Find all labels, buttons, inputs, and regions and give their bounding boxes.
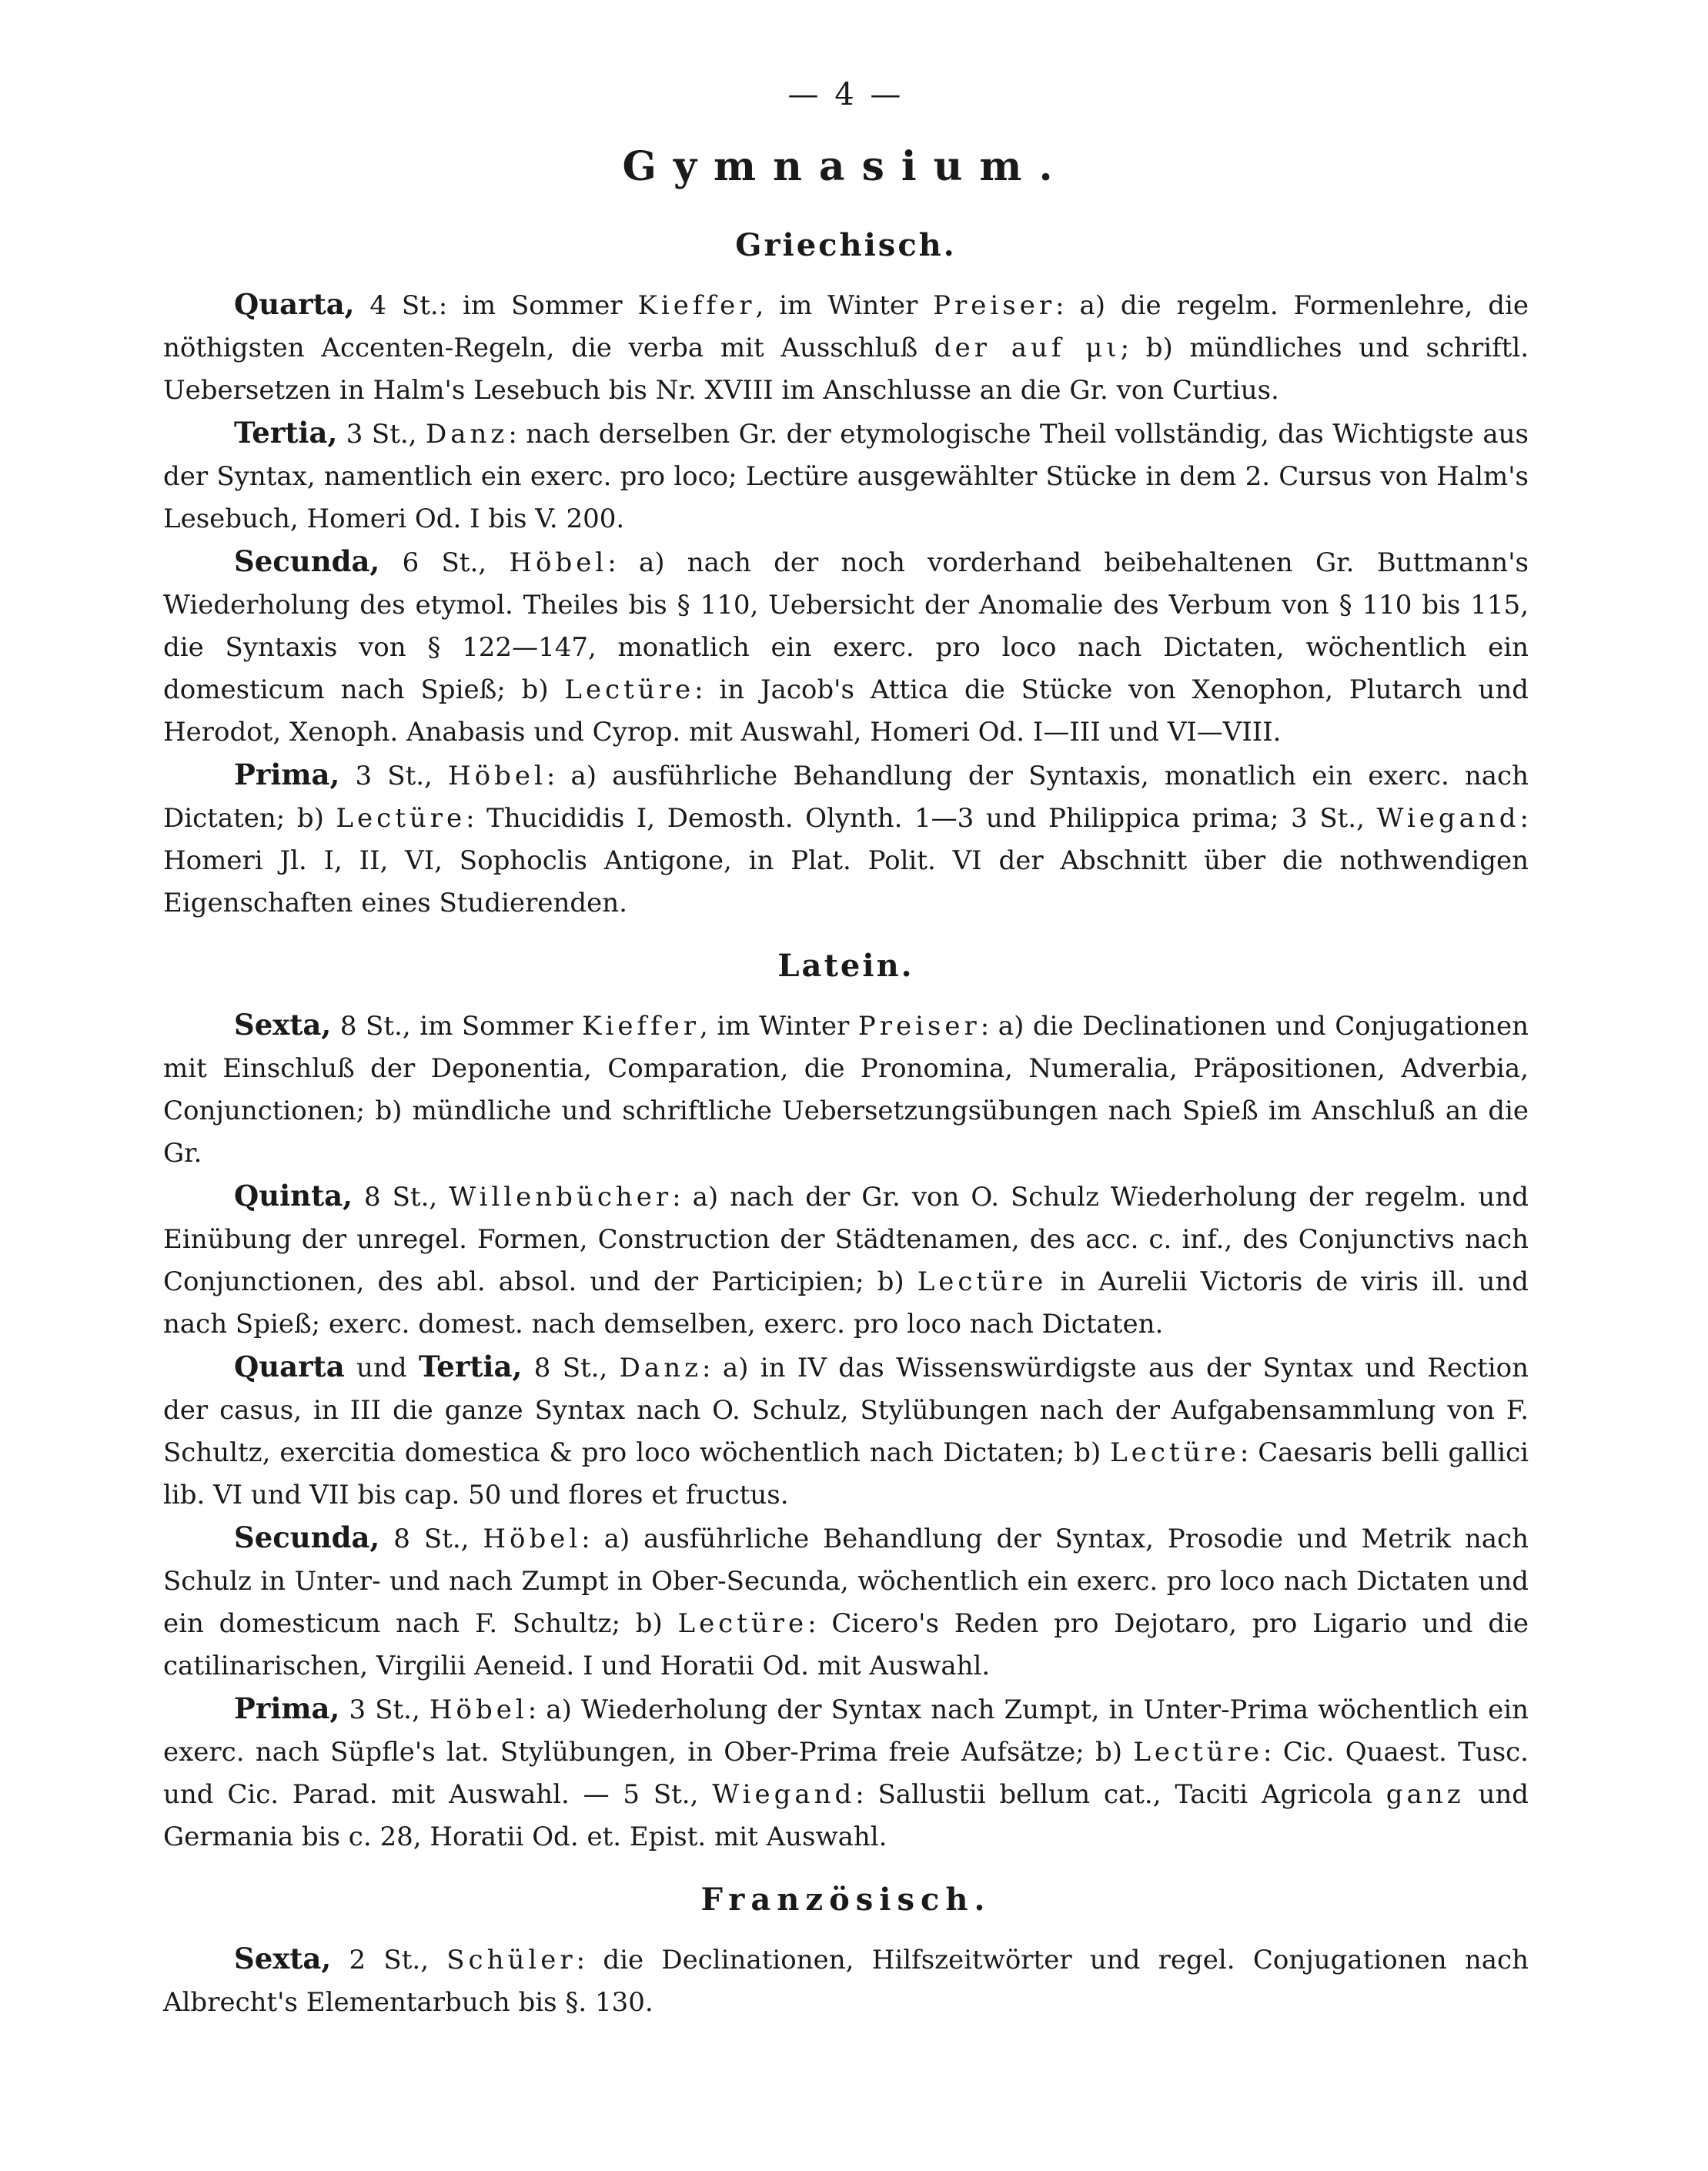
class-entry bbox=[163, 1938, 1529, 2024]
entry-text: : die Declinationen, Hilfszeitwörter und regel. Conjugationen nach Albrecht's Elementarbuch bis §. 130. bbox=[163, 1945, 1529, 2018]
class-entry bbox=[163, 1517, 1529, 1688]
emphasized-text: Lectüre bbox=[1110, 1437, 1240, 1468]
emphasized-text: Preiser bbox=[857, 1011, 981, 1042]
entry-text: : Cicero's Reden pro Dejotaro, pro Ligario und die catilinarischen, Virgilii Aeneid. I und Horatii Od. mit Auswahl. bbox=[163, 1608, 1529, 1681]
class-entry bbox=[163, 754, 1529, 925]
entry-text: : Caesaris belli gallici lib. VI und VII bis cap. 50 und flores et fructus. bbox=[163, 1437, 1529, 1510]
entry-text: : a) Wiederholung der Syntax nach Zumpt, in Unter-Prima wöchentlich ein exerc. nach Süpfle's lat. Stylübungen, in Ober-Prima freie Aufsätze; b) bbox=[163, 1694, 1529, 1768]
entry-text: : a) ausführliche Behandlung der Syntax, Prosodie und Metrik nach Schulz in Unter- und nach Zumpt in Ober-Secunda, wöchentlich ein exerc. pro loco nach Dictaten und ein domesticum nach F. Schultz; b) bbox=[163, 1524, 1529, 1639]
emphasized-text: Lectüre bbox=[677, 1608, 808, 1639]
entry-text: : a) die Declinationen und Conjugationen mit Einschluß der Deponentia, Comparation, die Pronomina, Numeralia, Präpositionen, Adverbia, Conjunctionen; b) mündliche und schriftliche Uebersetzungsübungen nach Spieß im Anschluß an die Gr. bbox=[163, 1011, 1529, 1169]
entry-text: , im Winter bbox=[700, 1011, 858, 1042]
class-name: Prima, bbox=[234, 1691, 340, 1725]
entry-text: 8 St., bbox=[353, 1182, 450, 1213]
document-page bbox=[163, 77, 1529, 2024]
entry-text: : Cic. Quaest. Tusc. und Cic. Parad. mit Auswahl. — 5 St., bbox=[163, 1737, 1529, 1810]
emphasized-text: der auf μι bbox=[934, 333, 1121, 363]
entry-text: 8 St., bbox=[379, 1524, 483, 1554]
class-name: Quarta bbox=[234, 1350, 345, 1383]
class-entry bbox=[163, 1346, 1529, 1517]
entry-text: und Germania bis c. 28, Horatii Od. et. Epist. mit Auswahl. bbox=[163, 1779, 1529, 1852]
entry-text: : a) in IV das Wissenswürdigste aus der Syntax und Rection der casus, in III die ganze Syntax nach O. Schulz, Stylübungen nach der Aufgabensammlung von F. Schultz, exercitia domestica & pro loco wöchentlich nach Dictaten; b) bbox=[163, 1353, 1529, 1468]
entry-text: 8 St., im Sommer bbox=[331, 1011, 583, 1042]
class-name: Quinta, bbox=[234, 1179, 353, 1213]
entry-text: : nach derselben Gr. der etymologische Theil vollständig, das Wichtigste aus der Syntax, namentlich ein exerc. pro loco; Lectüre ausgewählter Stücke in dem 2. Cursus von Halm's Lesebuch, Homeri Od. I bis V. 200. bbox=[163, 419, 1529, 534]
emphasized-text: Lectüre bbox=[917, 1266, 1048, 1297]
entry-text: : a) ausführliche Behandlung der Syntaxis, monatlich ein exerc. nach Dictaten; b) bbox=[163, 761, 1529, 834]
entry-text: : a) die regelm. Formenlehre, die nöthigsten Accenten-Regeln, die verba mit Ausschluß bbox=[163, 290, 1529, 363]
section-heading: Französisch. bbox=[700, 1882, 991, 1918]
emphasized-text: Schüler bbox=[446, 1945, 577, 1975]
emphasized-text: Lectüre bbox=[564, 674, 695, 705]
class-name: Prima, bbox=[234, 758, 340, 791]
class-entry bbox=[163, 540, 1529, 754]
emphasized-text: Wiegand bbox=[712, 1779, 856, 1810]
class-name: Sexta, bbox=[234, 1008, 332, 1042]
emphasized-text: ganz bbox=[1385, 1779, 1465, 1810]
emphasized-text: Preiser bbox=[933, 290, 1056, 321]
entry-text: 4 St.: im Sommer bbox=[354, 290, 638, 321]
class-entry bbox=[163, 1175, 1529, 1346]
entry-text: : Sallustii bellum cat., Taciti Agricola bbox=[855, 1779, 1386, 1810]
emphasized-text: Willenbücher bbox=[449, 1182, 673, 1213]
document-body bbox=[163, 227, 1529, 2024]
class-name: Tertia, bbox=[419, 1350, 523, 1383]
emphasized-text: Lectüre bbox=[336, 803, 466, 834]
entry-text: : in Jacob's Attica die Stücke von Xenophon, Plutarch und Herodot, Xenoph. Anabasis und Cyrop. mit Auswahl, Homeri Od. I—III und VI—VIII. bbox=[163, 674, 1529, 748]
entry-text: , im Winter bbox=[755, 290, 934, 321]
entry-text: : a) nach der Gr. von O. Schulz Wiederholung der regelm. und Einübung der unregel. Formen, Construction der Städtenamen, des acc. c. inf., des Conjunctivs nach Conjunctionen, des abl. absol. und der Participien; b) bbox=[163, 1182, 1529, 1297]
emphasized-text: Danz bbox=[425, 419, 509, 450]
entry-text: : a) nach der noch vorderhand beibehaltenen Gr. Buttmann's Wiederholung des etymol. Theiles bis § 110, Uebersicht der Anomalie des Verbum von § 110 bis 115, die Syntaxis von § 122—147, monatlich ein exerc. pro loco nach Dictaten, wöchentlich ein domesticum nach Spieß; b) bbox=[163, 547, 1529, 705]
emphasized-text: Höbel bbox=[483, 1524, 582, 1554]
class-name: Sexta, bbox=[234, 1942, 332, 1975]
entry-text: : Thucididis I, Demosth. Olynth. 1—3 und Philippica prima; 3 St., bbox=[466, 803, 1377, 834]
emphasized-text: Wiegand bbox=[1376, 803, 1520, 834]
emphasized-text: Lectüre bbox=[1133, 1737, 1264, 1768]
emphasized-text: Kieffer bbox=[637, 290, 756, 321]
class-entry bbox=[163, 1688, 1529, 1858]
entry-text: ; b) mündliches und schriftl. Uebersetzen in Halm's Lesebuch bis Nr. XVIII im Anschlusse an die Gr. von Curtius. bbox=[163, 333, 1529, 406]
entry-text: 2 St., bbox=[331, 1945, 447, 1975]
class-name: Tertia, bbox=[234, 416, 338, 450]
class-entry bbox=[163, 283, 1529, 412]
class-name: Secunda, bbox=[234, 544, 380, 578]
class-entry bbox=[163, 412, 1529, 540]
section-heading: Griechisch. bbox=[735, 227, 957, 263]
entry-text: 3 St., bbox=[339, 761, 448, 791]
entry-text: in Aurelii Victoris de viris ill. und nach Spieß; exerc. domest. nach demselben, exerc. pro loco nach Dictaten. bbox=[163, 1266, 1529, 1340]
emphasized-text: Höbel bbox=[447, 761, 546, 791]
class-name: Secunda, bbox=[234, 1520, 380, 1554]
section-heading: Latein. bbox=[777, 948, 914, 984]
entry-text: 3 St., bbox=[337, 419, 426, 450]
page-number: — 4 — bbox=[787, 77, 904, 112]
entry-text: 6 St., bbox=[379, 547, 510, 578]
emphasized-text: Höbel bbox=[429, 1694, 528, 1725]
emphasized-text: Kieffer bbox=[582, 1011, 700, 1042]
entry-text: : Homeri Jl. I, II, VI, Sophoclis Antigone, in Plat. Polit. VI der Abschnitt über die nothwendigen Eigenschaften eines Studierenden. bbox=[163, 803, 1529, 918]
entry-text: und bbox=[344, 1353, 419, 1383]
emphasized-text: Höbel bbox=[509, 547, 608, 578]
class-entry bbox=[163, 1004, 1529, 1175]
page-title: Gymnasium. bbox=[622, 143, 1070, 190]
entry-text: 3 St., bbox=[339, 1694, 430, 1725]
emphasized-text: Danz bbox=[619, 1353, 703, 1383]
class-name: Quarta, bbox=[234, 287, 355, 321]
entry-text: 8 St., bbox=[522, 1353, 620, 1383]
